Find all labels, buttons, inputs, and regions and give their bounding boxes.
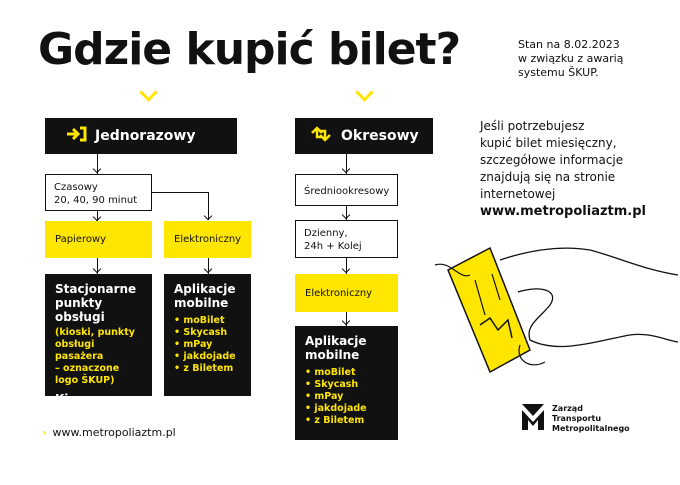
monthly-ticket-info [480,118,670,220]
app-item: • Skycash [174,327,228,338]
info-line: internetowej [480,187,556,201]
note-line: (kioski, punkty [55,327,135,338]
arrow-down-icon [93,265,101,273]
footer-url-label: www.metropoliaztm.pl [52,426,176,439]
logo-line: Metropolitalnego [552,424,630,433]
note-line: obsługi pasażera [55,339,104,362]
info-line: znajdują się na stronie [480,170,616,184]
header-okresowy [295,118,433,154]
arrow-down-icon [342,265,350,273]
arrow-down-icon [93,213,101,221]
daily-line: 24h + Kolej [304,241,362,252]
arrow-down-icon [204,265,212,273]
apps-list [305,367,388,427]
arrow-down-icon [342,317,350,325]
app-item: • mPay [174,339,213,350]
ztm-logo-text [552,404,630,434]
app-item: • z Biletem [174,363,234,374]
arrow-down-icon [342,165,350,173]
time-line: Czasowy [54,182,98,193]
footer-link[interactable] [42,426,176,439]
time-ticket-box [45,174,152,211]
app-item: • Skycash [305,379,359,390]
daily-box [295,220,398,258]
ztm-logo-mark [520,402,546,436]
apps-title: Aplikacje [174,282,236,296]
status-line: Stan na 8.02.2023 [518,38,620,51]
connector [152,192,208,193]
header-jednorazowy [45,118,237,154]
stationary-note [55,327,142,387]
arrow-down-icon [204,212,212,220]
status-note [518,38,658,80]
electronic-box-right: Elektroniczny [295,274,398,312]
info-url-link[interactable]: www.metropoliaztm.pl [480,204,647,219]
arrow-down-icon [93,165,101,173]
apps-title: mobilne [174,296,229,310]
chevron-down-icon [355,83,373,101]
cycle-arrows-icon [309,125,333,147]
hand-ticket-illustration [430,230,680,384]
page-title: Gdzie kupić bilet? [38,24,461,75]
note-line: – oznaczone [55,363,120,374]
mobile-apps-box-right [295,326,398,440]
info-line: szczegółowe informacje [480,153,624,167]
note-line: logo ŠKUP) [55,375,115,386]
paper-box: Papierowy [45,221,152,258]
arrow-right-bracket-icon [65,126,87,146]
app-item: • moBilet [174,315,225,326]
apps-title: mobilne [305,348,360,362]
arrow-down-icon [342,211,350,219]
stationary-title: Stacjonarne [55,282,137,296]
apps-title: Aplikacje [305,334,367,348]
info-line: kupić bilet miesięczny, [480,136,617,150]
mobile-apps-box-left [164,274,251,396]
info-line: Jeśli potrzebujesz [480,119,585,133]
logo-line: Zarząd [552,404,583,413]
app-item: • jakdojade [305,403,367,414]
daily-line: Dzienny, [304,228,348,239]
app-item: • jakdojade [174,351,236,362]
status-line: w związku z awarią [518,52,624,65]
app-item: • moBilet [305,367,356,378]
header-label: Okresowy [341,128,419,144]
app-item: • mPay [305,391,344,402]
stationary-points-box [45,274,152,406]
time-line: 20, 40, 90 minut [54,195,138,206]
chevron-down-icon [139,83,157,101]
logo-line: Transportu [552,414,602,423]
stationary-title: punkty obsługi [55,296,105,324]
chevron-right-icon: › [42,426,47,439]
app-item: • z Biletem [305,415,365,426]
mid-term-box: Średniookresowy [295,174,398,206]
header-label: Jednorazowy [95,128,196,144]
apps-list [174,315,241,375]
drivers-label: Kierowcy [55,392,117,406]
electronic-box-left: Elektroniczny [164,221,251,258]
status-line: systemu ŠKUP. [518,66,599,79]
